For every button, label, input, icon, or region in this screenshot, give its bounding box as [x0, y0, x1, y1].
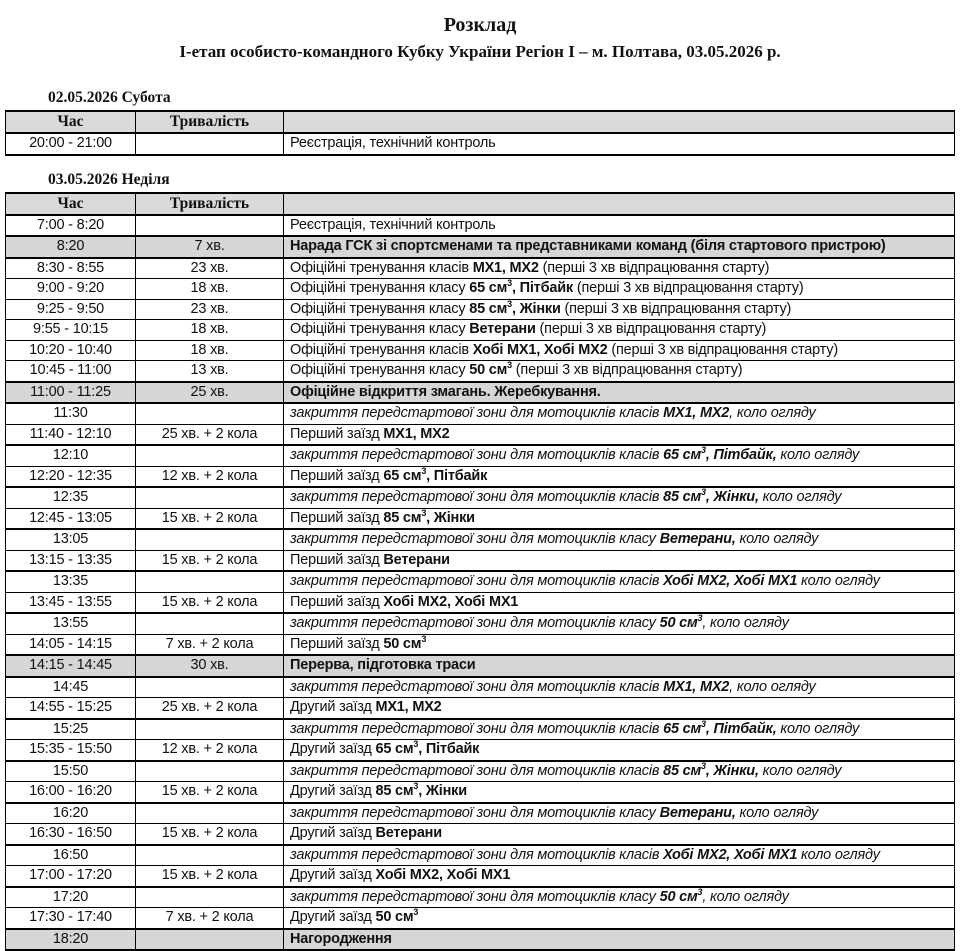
time-cell: 9:55 - 10:15	[6, 320, 136, 341]
schedule-row	[6, 133, 955, 155]
time-cell: 11:00 - 11:25	[6, 382, 136, 404]
time-cell: 16:30 - 16:50	[6, 824, 136, 845]
time-cell: 15:35 - 15:50	[6, 740, 136, 761]
description-cell: Офіційні тренування класу 50 $см^3$ (перші 3 хв відпрацювання старту)	[284, 361, 955, 382]
description-cell: Офіційне відкриття змагань. Жеребкування.	[284, 382, 955, 404]
time-cell: 17:00 - 17:20	[6, 866, 136, 887]
schedule-row	[6, 782, 955, 803]
description-cell: Перший заїзд Ветерани	[284, 550, 955, 571]
duration-cell: 7 хв.	[136, 236, 284, 258]
time-cell: 14:55 - 15:25	[6, 698, 136, 719]
column-header-description	[284, 111, 955, 133]
schedule-row	[6, 613, 955, 634]
duration-cell: 25 хв. + 2 кола	[136, 698, 284, 719]
schedule-row	[6, 634, 955, 655]
time-cell: 13:45 - 13:55	[6, 592, 136, 613]
date-heading-sunday: 03.05.2026 Неділя	[48, 171, 960, 189]
description-cell: Другий заїзд 65 $см^3$, Пітбайк	[284, 740, 955, 761]
time-cell: 13:05	[6, 529, 136, 550]
duration-cell: 15 хв. + 2 кола	[136, 866, 284, 887]
schedule-row	[6, 529, 955, 550]
description-cell: закриття передстартової зони для мотоциклів класів 85 $см^3$, Жінки, коло огляду	[284, 487, 955, 508]
description-cell: Реєстрація, технічний контроль	[284, 133, 955, 155]
duration-cell	[136, 803, 284, 824]
schedule-row	[6, 677, 955, 698]
schedule-row	[6, 698, 955, 719]
schedule-row	[6, 320, 955, 341]
description-cell: Офіційні тренування класу 85 $см^3$, Жінки (перші 3 хв відпрацювання старту)	[284, 299, 955, 320]
duration-cell: 18 хв.	[136, 320, 284, 341]
time-cell: 11:40 - 12:10	[6, 424, 136, 445]
description-cell: закриття передстартової зони для мотоциклів класів 65 $см^3$, Пітбайк, коло огляду	[284, 719, 955, 740]
schedule-tbody-1	[6, 133, 955, 155]
duration-cell: 23 хв.	[136, 258, 284, 279]
description-cell: Перший заїзд 50 $см^3$	[284, 634, 955, 655]
time-cell: 11:30	[6, 403, 136, 424]
time-cell: 9:00 - 9:20	[6, 279, 136, 300]
schedule-row	[6, 866, 955, 887]
description-cell: Другий заїзд Хобі МХ2, Хобі МХ1	[284, 866, 955, 887]
time-cell: 12:45 - 13:05	[6, 508, 136, 529]
duration-cell	[136, 487, 284, 508]
column-header-time: Час	[6, 193, 136, 215]
schedule-row	[6, 466, 955, 487]
duration-cell: 30 хв.	[136, 655, 284, 677]
description-cell: закриття передстартової зони для мотоциклів класів Хобі МХ2, Хобі МХ1 коло огляду	[284, 571, 955, 592]
duration-cell: 7 хв. + 2 кола	[136, 634, 284, 655]
duration-cell: 7 хв. + 2 кола	[136, 908, 284, 929]
schedule-row	[6, 487, 955, 508]
schedule-row	[6, 382, 955, 404]
column-header-duration: Тривалість	[136, 111, 284, 133]
table-header-row	[6, 193, 955, 215]
duration-cell: 12 хв. + 2 кола	[136, 740, 284, 761]
schedule-row	[6, 929, 955, 951]
description-cell: закриття передстартової зони для мотоциклів класів 65 $см^3$, Пітбайк, коло огляду	[284, 445, 955, 466]
description-cell: Нагородження	[284, 929, 955, 951]
time-cell: 8:30 - 8:55	[6, 258, 136, 279]
duration-cell: 12 хв. + 2 кола	[136, 466, 284, 487]
time-cell: 13:55	[6, 613, 136, 634]
duration-cell: 25 хв.	[136, 382, 284, 404]
description-cell: Офіційні тренування класу 65 $см^3$, Пітбайк (перші 3 хв відпрацювання старту)	[284, 279, 955, 300]
time-cell: 16:20	[6, 803, 136, 824]
description-cell: закриття передстартової зони для мотоциклів класу Ветерани, коло огляду	[284, 529, 955, 550]
time-cell: 15:25	[6, 719, 136, 740]
column-header-duration: Тривалість	[136, 193, 284, 215]
duration-cell	[136, 613, 284, 634]
schedule-row	[6, 803, 955, 824]
schedule-row	[6, 887, 955, 908]
page-title: Розклад	[0, 13, 960, 37]
column-header-description	[284, 193, 955, 215]
time-cell: 12:10	[6, 445, 136, 466]
description-cell: Другий заїзд МХ1, МХ2	[284, 698, 955, 719]
schedule-row	[6, 340, 955, 361]
schedule-row	[6, 258, 955, 279]
time-cell: 9:25 - 9:50	[6, 299, 136, 320]
duration-cell: 18 хв.	[136, 279, 284, 300]
description-cell: Перший заїзд Хобі МХ2, Хобі МХ1	[284, 592, 955, 613]
schedule-row	[6, 403, 955, 424]
schedule-document	[0, 13, 960, 946]
description-cell: закриття передстартової зони для мотоциклів класу 50 $см^3$, коло огляду	[284, 887, 955, 908]
duration-cell	[136, 761, 284, 782]
description-cell: закриття передстартової зони для мотоциклів класів 85 $см^3$, Жінки, коло огляду	[284, 761, 955, 782]
description-cell: Другий заїзд 85 $см^3$, Жінки	[284, 782, 955, 803]
duration-cell: 23 хв.	[136, 299, 284, 320]
time-cell: 15:50	[6, 761, 136, 782]
schedule-row	[6, 824, 955, 845]
duration-cell	[136, 215, 284, 237]
schedule-row	[6, 908, 955, 929]
description-cell: Перший заїзд 85 $см^3$, Жінки	[284, 508, 955, 529]
schedule-row	[6, 215, 955, 237]
description-cell: закриття передстартової зони для мотоциклів класів МХ1, МХ2, коло огляду	[284, 403, 955, 424]
description-cell: Офіційні тренування класу Ветерани (перші 3 хв відпрацювання старту)	[284, 320, 955, 341]
description-cell: Другий заїзд Ветерани	[284, 824, 955, 845]
duration-cell	[136, 845, 284, 866]
duration-cell: 15 хв. + 2 кола	[136, 824, 284, 845]
duration-cell	[136, 887, 284, 908]
duration-cell: 15 хв. + 2 кола	[136, 550, 284, 571]
time-cell: 17:30 - 17:40	[6, 908, 136, 929]
schedule-row	[6, 279, 955, 300]
time-cell: 14:05 - 14:15	[6, 634, 136, 655]
description-cell: закриття передстартової зони для мотоциклів класу Ветерани, коло огляду	[284, 803, 955, 824]
schedule-row	[6, 361, 955, 382]
description-cell: закриття передстартової зони для мотоциклів класу 50 $см^3$, коло огляду	[284, 613, 955, 634]
duration-cell	[136, 929, 284, 951]
description-cell: Офіційні тренування класів Хобі МХ1, Хобі МХ2 (перші 3 хв відпрацювання старту)	[284, 340, 955, 361]
duration-cell	[136, 719, 284, 740]
schedule-row	[6, 761, 955, 782]
description-cell: закриття передстартової зони для мотоциклів класів Хобі МХ2, Хобі МХ1 коло огляду	[284, 845, 955, 866]
schedule-row	[6, 299, 955, 320]
schedule-row	[6, 571, 955, 592]
schedule-row	[6, 236, 955, 258]
schedule-tbody-2	[6, 215, 955, 951]
duration-cell: 18 хв.	[136, 340, 284, 361]
description-cell: закриття передстартової зони для мотоциклів класів МХ1, МХ2, коло огляду	[284, 677, 955, 698]
schedule-row	[6, 550, 955, 571]
schedule-row	[6, 592, 955, 613]
schedule-table-sunday	[5, 192, 955, 951]
description-cell: Офіційні тренування класів МХ1, МХ2 (перші 3 хв відпрацювання старту)	[284, 258, 955, 279]
duration-cell: 15 хв. + 2 кола	[136, 592, 284, 613]
page-subtitle: І-етап особисто-командного Кубку України Регіон І – м. Полтава, 03.05.2026 р.	[0, 41, 960, 62]
time-cell: 13:15 - 13:35	[6, 550, 136, 571]
time-cell: 16:00 - 16:20	[6, 782, 136, 803]
duration-cell	[136, 529, 284, 550]
description-cell: Перерва, підготовка траси	[284, 655, 955, 677]
time-cell: 7:00 - 8:20	[6, 215, 136, 237]
duration-cell	[136, 445, 284, 466]
description-cell: Перший заїзд МХ1, МХ2	[284, 424, 955, 445]
schedule-row	[6, 719, 955, 740]
date-heading-saturday: 02.05.2026 Субота	[48, 89, 960, 107]
time-cell: 10:45 - 11:00	[6, 361, 136, 382]
duration-cell: 25 хв. + 2 кола	[136, 424, 284, 445]
column-header-time: Час	[6, 111, 136, 133]
schedule-row	[6, 740, 955, 761]
description-cell: Другий заїзд 50 $см^3$	[284, 908, 955, 929]
schedule-row	[6, 655, 955, 677]
duration-cell: 15 хв. + 2 кола	[136, 508, 284, 529]
schedule-row	[6, 508, 955, 529]
duration-cell: 13 хв.	[136, 361, 284, 382]
duration-cell	[136, 571, 284, 592]
time-cell: 14:45	[6, 677, 136, 698]
schedule-table-saturday	[5, 110, 955, 156]
duration-cell	[136, 677, 284, 698]
schedule-row	[6, 445, 955, 466]
time-cell: 12:20 - 12:35	[6, 466, 136, 487]
description-cell: Реєстрація, технічний контроль	[284, 215, 955, 237]
time-cell: 13:35	[6, 571, 136, 592]
time-cell: 17:20	[6, 887, 136, 908]
time-cell: 16:50	[6, 845, 136, 866]
duration-cell	[136, 133, 284, 155]
time-cell: 18:20	[6, 929, 136, 951]
time-cell: 10:20 - 10:40	[6, 340, 136, 361]
duration-cell: 15 хв. + 2 кола	[136, 782, 284, 803]
description-cell: Нарада ГСК зі спортсменами та представниками команд (біля стартового пристрою)	[284, 236, 955, 258]
schedule-row	[6, 424, 955, 445]
time-cell: 20:00 - 21:00	[6, 133, 136, 155]
time-cell: 12:35	[6, 487, 136, 508]
table-header-row	[6, 111, 955, 133]
duration-cell	[136, 403, 284, 424]
schedule-row	[6, 845, 955, 866]
description-cell: Перший заїзд 65 $см^3$, Пітбайк	[284, 466, 955, 487]
time-cell: 8:20	[6, 236, 136, 258]
time-cell: 14:15 - 14:45	[6, 655, 136, 677]
